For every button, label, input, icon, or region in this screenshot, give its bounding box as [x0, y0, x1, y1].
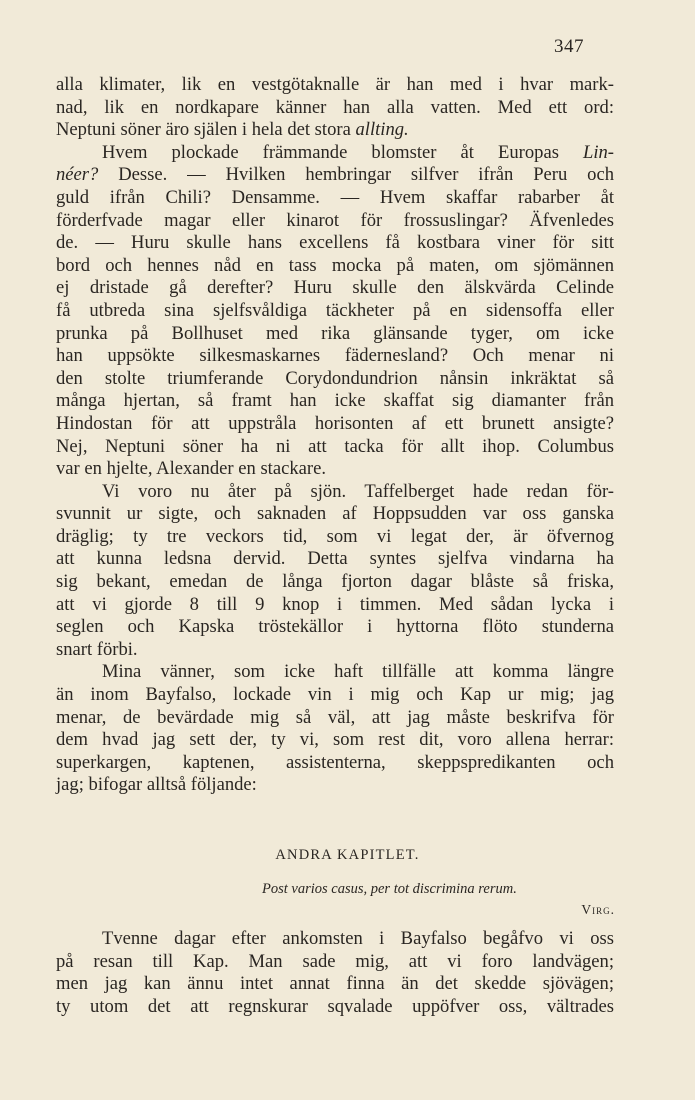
- page-number: 347: [554, 36, 584, 57]
- line-text: superkargen, kaptenen, assistenterna, skeppspredikanten och: [56, 751, 614, 773]
- text-line: [56, 774, 614, 797]
- line-text: Mina vänner, som icke haft tillfälle att komma längre: [102, 661, 614, 683]
- text-line: [56, 345, 614, 368]
- text-line: [56, 928, 614, 951]
- line-text: guld ifrån Chili? Densamme. — Hvem skaffar rabarber åt: [56, 186, 614, 208]
- text-line: [56, 210, 614, 233]
- text-line: [56, 752, 614, 775]
- line-text: men jag kan ännu intet annat finna än det skedde sjövägen;: [56, 973, 614, 995]
- text-line: [56, 74, 614, 97]
- line-text: bord och hennes nåd en tass mocka på maten, om sjömännen: [56, 254, 614, 276]
- chapter-heading: ANDRA KAPITLET.: [275, 847, 420, 863]
- line-text: Hvem plockade främmande blomster åt Europas: [102, 141, 583, 163]
- text-line: [56, 119, 614, 142]
- line-text: snart förbi.: [56, 638, 138, 660]
- line-text: svunnit ur sigte, och saknaden af Hoppsudden var oss ganska: [56, 503, 614, 525]
- line-text: Vi voro nu åter på sjön. Taffelberget hade redan för-: [102, 480, 614, 502]
- line-text: Hindostan för att uppstråla horisonten af ett brunett ansigte?: [56, 412, 614, 434]
- text-line: [56, 951, 614, 974]
- text-line: [56, 458, 614, 481]
- text-line: [56, 996, 614, 1019]
- line-text: menar, de bevärdade mig så väl, att jag måste beskrifva för: [56, 706, 614, 728]
- text-line: [56, 503, 614, 526]
- line-text: dräglig; ty tre veckors tid, som vi legat der, är öfvernog: [56, 525, 614, 547]
- epigraph-author: Virg.: [581, 902, 615, 917]
- text-line: [56, 526, 614, 549]
- line-text: sig bekant, emedan de långa fjorton dagar blåste så friska,: [56, 571, 614, 593]
- line-text: nad, lik en nordkapare känner han alla vatten. Med ett ord:: [56, 96, 614, 118]
- line-text: på resan till Kap. Man sade mig, att vi foro landvägen;: [56, 950, 614, 972]
- italic-text: allting.: [355, 119, 409, 141]
- line-text: de. — Huru skulle hans excellens få kostbara viner för sitt: [56, 232, 614, 254]
- text-line: [56, 436, 614, 459]
- text-line: [56, 639, 614, 662]
- text-line: [56, 187, 614, 210]
- line-text: många hjertan, så framt han icke skaffat sig diamanter från: [56, 390, 614, 412]
- line-text: seglen och Kapska tröstekällor i hyttorna flöto stunderna: [56, 616, 614, 638]
- text-line: [56, 300, 614, 323]
- line-text: alla klimater, lik en vestgötaknalle är han med i hvar mark-: [56, 74, 614, 95]
- text-line: [56, 973, 614, 996]
- text-line: [56, 142, 614, 165]
- line-text: var en hjelte, Alexander en stackare.: [56, 458, 326, 480]
- line-text: än inom Bayfalso, lockade vin i mig och Kap ur mig; jag: [56, 684, 614, 706]
- line-text: Desse. — Hvilken hembringar silfver ifrån Peru och: [98, 164, 614, 186]
- italic-text: néer?: [56, 164, 99, 186]
- text-line: [56, 548, 614, 571]
- line-text: dem hvad jag sett der, ty vi, som rest dit, voro allena herrar:: [56, 729, 614, 751]
- line-text: förderfvade magar eller kinarot för frossuslingar? Äfvenledes: [56, 209, 614, 231]
- text-line: [56, 729, 614, 752]
- line-text: att vi gjorde 8 till 9 knop i timmen. Med sådan lycka i: [56, 593, 614, 615]
- text-line: [56, 413, 614, 436]
- line-text: få utbreda sina sjelfsvåldiga täckheter på en sidensoffa eller: [56, 299, 614, 321]
- line-text: jag; bifogar alltså följande:: [56, 774, 257, 796]
- line-text: ty utom det att regnskurar sqvalade uppöfver oss, vältrades: [56, 995, 614, 1017]
- text-line: [56, 661, 614, 684]
- text-line: [56, 255, 614, 278]
- text-line: [56, 323, 614, 346]
- text-line: [56, 390, 614, 413]
- epigraph: Post varios casus, per tot discrimina rerum.: [262, 881, 517, 897]
- line-text: den stolte triumferande Corydondundrion nånsin inkräktat så: [56, 367, 614, 389]
- line-text: han uppsökte silkesmaskarnes fädernesland? Och menar ni: [56, 345, 614, 367]
- line-text: Neptuni söner äro själen i hela det stora: [56, 119, 356, 141]
- line-text: Tvenne dagar efter ankomsten i Bayfalso begåfvo vi oss: [102, 928, 614, 949]
- text-line: [56, 232, 614, 255]
- text-line: [56, 684, 614, 707]
- text-line: [56, 368, 614, 391]
- line-text: Nej, Neptuni söner ha ni att tacka för allt ihop. Columbus: [56, 435, 614, 457]
- body-text-continued: [56, 928, 614, 1018]
- text-line: [56, 481, 614, 504]
- line-text: ej dristade gå derefter? Huru skulle den älskvärda Celinde: [56, 277, 614, 299]
- body-text: [56, 74, 614, 797]
- italic-text: Lin-: [583, 141, 614, 163]
- line-text: prunka på Bollhuset med rika glänsande tyger, om icke: [56, 322, 614, 344]
- text-line: [56, 571, 614, 594]
- text-line: [56, 594, 614, 617]
- text-line: [56, 707, 614, 730]
- text-line: [56, 277, 614, 300]
- text-line: [56, 164, 614, 187]
- text-line: [56, 616, 614, 639]
- line-text: att kunna ledsna dervid. Detta syntes sjelfva vindarna ha: [56, 548, 614, 570]
- text-line: [56, 97, 614, 120]
